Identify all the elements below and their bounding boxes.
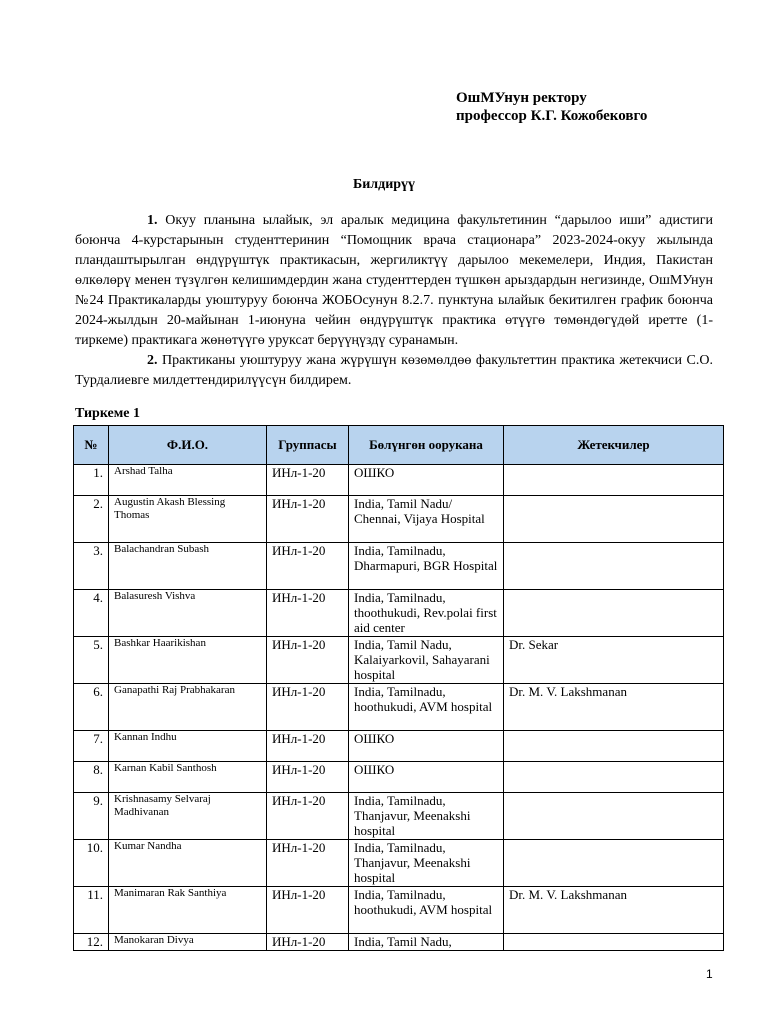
row-number: 11.: [74, 887, 109, 934]
header-hospital: Бөлүнгөн оорукана: [349, 426, 504, 465]
student-name: Karnan Kabil Santhosh: [109, 762, 267, 793]
assigned-hospital: India, Tamil Nadu/ Chennai, Vijaya Hospital: [349, 496, 504, 543]
supervisor: Dr. M. V. Lakshmanan: [504, 887, 724, 934]
paragraph-1: [75, 211, 713, 351]
table-row: [74, 840, 724, 887]
student-name: Arshad Talha: [109, 465, 267, 496]
assigned-hospital: India, Tamilnadu, Thanjavur, Meenakshi hospital: [349, 840, 504, 887]
student-group: ИНл-1-20: [267, 543, 349, 590]
row-number: 8.: [74, 762, 109, 793]
document-body: [75, 211, 713, 391]
supervisor: [504, 934, 724, 951]
row-number: 9.: [74, 793, 109, 840]
paragraph-1-number: 1.: [147, 213, 158, 228]
table-row: [74, 762, 724, 793]
header-supervisors: Жетекчилер: [504, 426, 724, 465]
page-number: 1: [706, 967, 713, 981]
paragraph-2: [75, 351, 713, 391]
student-name: Bashkar Haarikishan: [109, 637, 267, 684]
header-group: Группасы: [267, 426, 349, 465]
supervisor: [504, 590, 724, 637]
row-number: 4.: [74, 590, 109, 637]
supervisor: [504, 731, 724, 762]
paragraph-2-number: 2.: [147, 353, 158, 368]
row-number: 2.: [74, 496, 109, 543]
table-row: [74, 793, 724, 840]
assigned-hospital: India, Tamilnadu, thoothukudi, Rev.polai first aid center: [349, 590, 504, 637]
student-name: Krishnasamy Selvaraj Madhivanan: [109, 793, 267, 840]
assigned-hospital: India, Tamilnadu, hoothukudi, AVM hospital: [349, 887, 504, 934]
row-number: 10.: [74, 840, 109, 887]
student-group: ИНл-1-20: [267, 840, 349, 887]
paragraph-1-text: Окуу планына ылайык, эл аралык медицина факультетинин “дарылоо иши” адистиги боюнча 4-курстарынын студенттеринин “Помощник врача стационара” 2023-2024-окуу жылында пландаштырылган өндүрүштүк практикасын, жергиликтүү дарылоо мекемелери, Индия, Пакистан өлкөлөрү менен түзүлгөн келишимдердин жана студенттерден түшкөн арыздардын негизинде, ОшМУнун №24 Практикаларды уюштуруу боюнча ЖОБОсунун 8.2.7. пунктуна ылайык бекитилген график боюнча 2024-жылдын 20-майынан 1-июнуна чейин өндүрүштүк практика өтүүгө төмөндөгүдөй иретте (1-тиркеме) практикага жөнөтүүгө уруксат берүүңүздү суранамын.: [75, 213, 713, 348]
assigned-hospital: ОШКО: [349, 731, 504, 762]
supervisor: Dr. Sekar: [504, 637, 724, 684]
row-number: 6.: [74, 684, 109, 731]
row-number: 5.: [74, 637, 109, 684]
student-group: ИНл-1-20: [267, 496, 349, 543]
table-row: [74, 731, 724, 762]
student-group: ИНл-1-20: [267, 731, 349, 762]
row-number: 3.: [74, 543, 109, 590]
paragraph-2-text: Практиканы уюштуруу жана жүрүшүн көзөмөлдөө факультеттин практика жетекчиси С.О. Турдалиевге милдеттендирилүүсүн билдирем.: [75, 353, 713, 388]
table-row: [74, 887, 724, 934]
row-number: 12.: [74, 934, 109, 951]
table-row: [74, 590, 724, 637]
addressee-line-2: профессор К.Г. Кожобековго: [456, 108, 648, 124]
addressee-line-1: ОшМУнун ректору: [456, 90, 587, 106]
appendix-label: Тиркеме 1: [75, 406, 141, 421]
assigned-hospital: India, Tamil Nadu,: [349, 934, 504, 951]
student-name: Manimaran Rak Santhiya: [109, 887, 267, 934]
assigned-hospital: India, Tamil Nadu, Kalaiyarkovil, Sahayarani hospital: [349, 637, 504, 684]
student-group: ИНл-1-20: [267, 590, 349, 637]
table-row: [74, 543, 724, 590]
student-name: Augustin Akash Blessing Thomas: [109, 496, 267, 543]
assigned-hospital: India, Tamilnadu, Thanjavur, Meenakshi hospital: [349, 793, 504, 840]
student-name: Kannan Indhu: [109, 731, 267, 762]
row-number: 1.: [74, 465, 109, 496]
table-row: [74, 496, 724, 543]
supervisor: Dr. M. V. Lakshmanan: [504, 684, 724, 731]
student-group: ИНл-1-20: [267, 465, 349, 496]
supervisor: [504, 465, 724, 496]
supervisor: [504, 840, 724, 887]
row-number: 7.: [74, 731, 109, 762]
student-name: Balachandran Subash: [109, 543, 267, 590]
assigned-hospital: ОШКО: [349, 762, 504, 793]
supervisor: [504, 543, 724, 590]
student-name: Balasuresh Vishva: [109, 590, 267, 637]
table-body: [74, 465, 724, 951]
student-group: ИНл-1-20: [267, 762, 349, 793]
assigned-hospital: India, Tamilnadu, hoothukudi, AVM hospital: [349, 684, 504, 731]
student-name: Manokaran Divya: [109, 934, 267, 951]
assigned-hospital: ОШКО: [349, 465, 504, 496]
supervisor: [504, 496, 724, 543]
header-full-name: Ф.И.О.: [109, 426, 267, 465]
student-group: ИНл-1-20: [267, 684, 349, 731]
student-name: Ganapathi Raj Prabhakaran: [109, 684, 267, 731]
student-group: ИНл-1-20: [267, 934, 349, 951]
document-title: Билдирүү: [352, 177, 416, 192]
table-row: [74, 934, 724, 951]
assigned-hospital: India, Tamilnadu, Dharmapuri, BGR Hospital: [349, 543, 504, 590]
table-row: [74, 684, 724, 731]
addressee-block: [456, 89, 647, 125]
table-row: [74, 465, 724, 496]
table-header-row: [74, 426, 724, 465]
table-row: [74, 637, 724, 684]
student-name: Kumar Nandha: [109, 840, 267, 887]
student-group: ИНл-1-20: [267, 887, 349, 934]
student-group: ИНл-1-20: [267, 793, 349, 840]
header-number: №: [74, 426, 109, 465]
attachment-table: [73, 425, 724, 951]
supervisor: [504, 762, 724, 793]
student-group: ИНл-1-20: [267, 637, 349, 684]
supervisor: [504, 793, 724, 840]
